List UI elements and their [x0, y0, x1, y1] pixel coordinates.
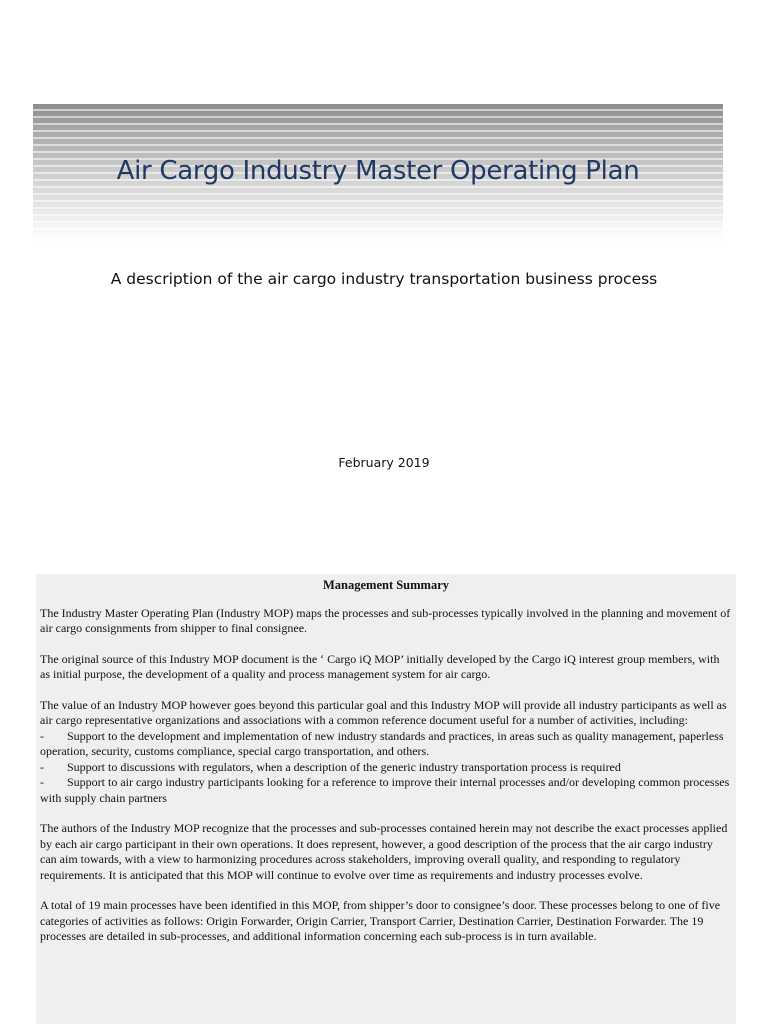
list-item — [40, 760, 732, 776]
summary-paragraph-2: The original source of this Industry MOP document is the ‘ Cargo iQ MOP’ initially developed by the Cargo iQ interest group members, with as initial purpose, the development of a quality and process management system for air cargo. — [40, 651, 720, 681]
document-date: February 2019 — [338, 455, 430, 470]
bullet-dash: - — [40, 775, 44, 789]
management-summary — [36, 574, 736, 1024]
list-item — [40, 729, 732, 760]
list-item-text: Support to discussions with regulators, when a description of the generic industry transportation process is required — [67, 759, 621, 774]
document-title: Air Cargo Industry Master Operating Plan — [116, 156, 640, 186]
summary-paragraph-4: The authors of the Industry MOP recognize that the processes and sub-processes contained herein may not describe the exact processes applied by each air cargo participant in their own operations. It does represent, however, a good description of the process that the air cargo industry can aim towards, with a view to harmonizing procedures across stakeholders, improving overall quality, and responding to regulatory requirements. It is anticipated that this MOP will continue to evolve over time as requirements and industry processes evolve. — [40, 821, 728, 882]
summary-paragraph-3 — [40, 698, 732, 807]
list-item-text: Support to the development and implementation of new industry standards and practices, in areas such as quality management, paperless operation, security, customs compliance, special cargo transportation, and others. — [40, 728, 724, 758]
title-banner — [33, 104, 723, 243]
document-subtitle: A description of the air cargo industry transportation business process — [110, 270, 658, 288]
summary-heading: Management Summary — [322, 578, 450, 592]
list-item — [40, 775, 732, 806]
summary-paragraph-5: A total of 19 main processes have been identified in this MOP, from shipper’s door to consignee’s door. These processes belong to one of five categories of activities as follows: Origin Forwarder, Origin Carrier, Transport Carrier, Destination Carrier, Destination Forwarder. The 19 processes are detailed in sub-processes, and additional information concerning each sub-process is in turn available. — [40, 898, 721, 943]
summary-paragraph-3-intro: The value of an Industry MOP however goes beyond this particular goal and this Industry MOP will provide all industry participants as well as air cargo representative organizations and associations with a common reference document useful for a number of activities, including: — [40, 697, 727, 727]
list-item-text: Support to air cargo industry participants looking for a reference to improve their internal processes and/or developing common processes with supply chain partners — [40, 775, 730, 805]
bullet-dash: - — [40, 728, 44, 743]
summary-paragraph-1: The Industry Master Operating Plan (Industry MOP) maps the processes and sub-processes typically involved in the planning and movement of air cargo consignments from shipper to final consignee. — [40, 605, 731, 635]
bullet-dash: - — [40, 759, 44, 774]
